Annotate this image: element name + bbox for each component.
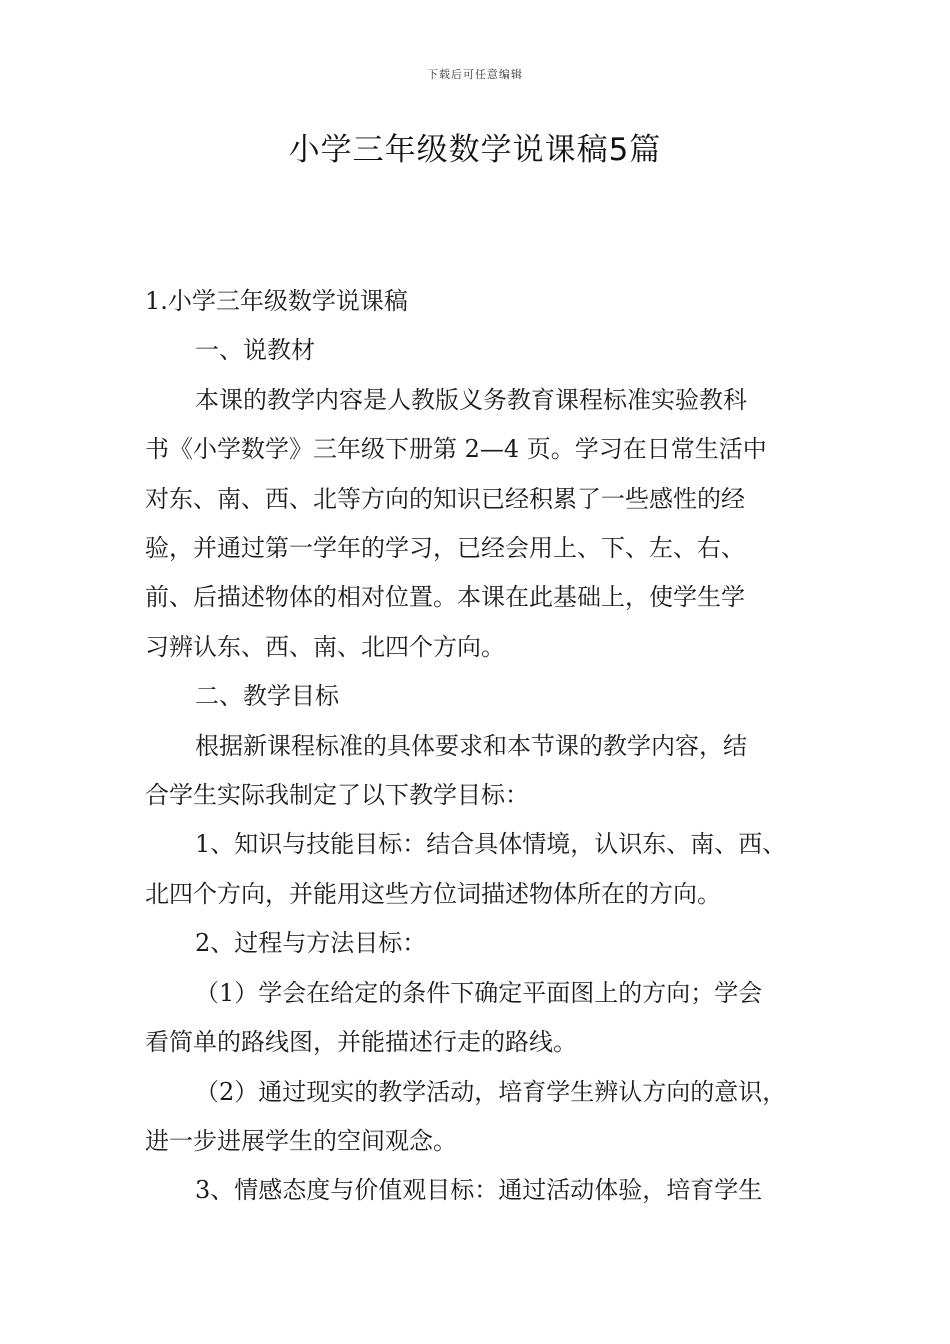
paragraph-line: 根据新课程标准的具体要求和本节课的教学内容，结 [195, 731, 747, 760]
paragraph-line: 2、过程与方法目标： [195, 929, 427, 958]
subsection-heading: 二、教学目标 [195, 682, 339, 711]
paragraph-line: 1、知识与技能目标：结合具体情境，认识东、南、西、 [195, 830, 787, 859]
header-note: 下载后可任意编辑 [427, 68, 523, 81]
paragraph-line: （1）学会在给定的条件下确定平面图上的方向；学会 [195, 978, 763, 1007]
paragraph-line: 3、情感态度与价值观目标：通过活动体验，培育学生 [195, 1176, 763, 1205]
paragraph-line: 验，并通过第一学年的学习，已经会用上、下、左、右、 [145, 534, 745, 563]
paragraph-line: 书《小学数学》三年级下册第 2—4 页。学习在日常生活中 [145, 435, 767, 464]
paragraph-line: 北四个方向，并能用这些方位词描述物体所在的方向。 [145, 879, 721, 908]
paragraph-line: 进一步进展学生的空间观念。 [145, 1126, 457, 1155]
paragraph-line: （2）通过现实的教学活动，培育学生辨认方向的意识， [195, 1077, 787, 1106]
section-heading: 1.小学三年级数学说课稿 [145, 287, 408, 315]
paragraph-line: 合学生实际我制定了以下教学目标： [145, 781, 529, 810]
document-body [145, 277, 813, 1216]
paragraph-line: 本课的教学内容是人教版义务教育课程标准实验教科 [195, 385, 747, 414]
paragraph-line: 对东、南、西、北等方向的知识已经积累了一些感性的经 [145, 484, 745, 513]
document-title: 小学三年级数学说课稿5篇 [288, 132, 662, 168]
paragraph-line: 看简单的路线图，并能描述行走的路线。 [145, 1028, 577, 1057]
subsection-heading: 一、说教材 [195, 336, 315, 365]
paragraph-line: 习辨认东、西、南、北四个方向。 [145, 632, 505, 661]
paragraph-line: 前、后描述物体的相对位置。本课在此基础上，使学生学 [145, 583, 745, 612]
